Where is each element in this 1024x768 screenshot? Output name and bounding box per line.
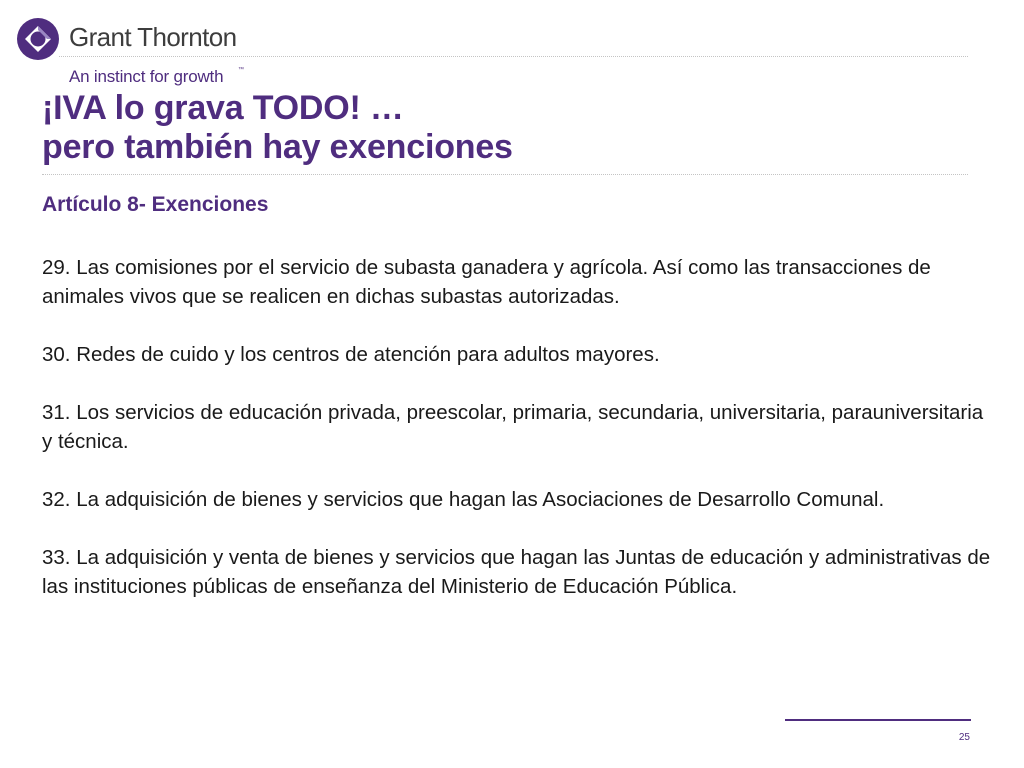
slide-title-line-2: pero también hay exenciones (42, 128, 513, 166)
exemption-item-33: 33. La adquisición y venta de bienes y servicios que hagan las Juntas de educación y administrativas de las instituciones públicas de enseñanza del Ministerio de Educación Pública. (42, 546, 991, 598)
exemption-item-30: 30. Redes de cuido y los centros de atención para adultos mayores. (42, 343, 660, 366)
footer-accent-bar (785, 719, 971, 721)
exemption-item-29: 29. Las comisiones por el servicio de subasta ganadera y agrícola. Así como las transacciones de animales vivos que se realicen en dichas subastas autorizadas. (42, 256, 931, 308)
exemption-item-32: 32. La adquisición de bienes y servicios que hagan las Asociaciones de Desarrollo Comunal. (42, 488, 885, 511)
title-divider (42, 174, 968, 175)
article-heading: Artículo 8- Exenciones (42, 193, 269, 216)
slide-title (42, 89, 513, 167)
logo-tagline: An instinct for growth (69, 67, 224, 86)
logo-wordmark: Grant Thornton (69, 22, 237, 52)
exemption-list (42, 253, 992, 630)
slide-title-line-1: ¡IVA lo grava TODO! … (42, 89, 404, 127)
trademark-symbol: ™ (238, 67, 244, 73)
page-number: 25 (958, 732, 970, 743)
grant-thornton-logo-icon (16, 17, 60, 61)
grant-thornton-logo (16, 17, 256, 89)
header-divider (59, 56, 968, 57)
exemption-item-31: 31. Los servicios de educación privada, preescolar, primaria, secundaria, universitaria, parauniversitaria y técnica. (42, 401, 984, 453)
